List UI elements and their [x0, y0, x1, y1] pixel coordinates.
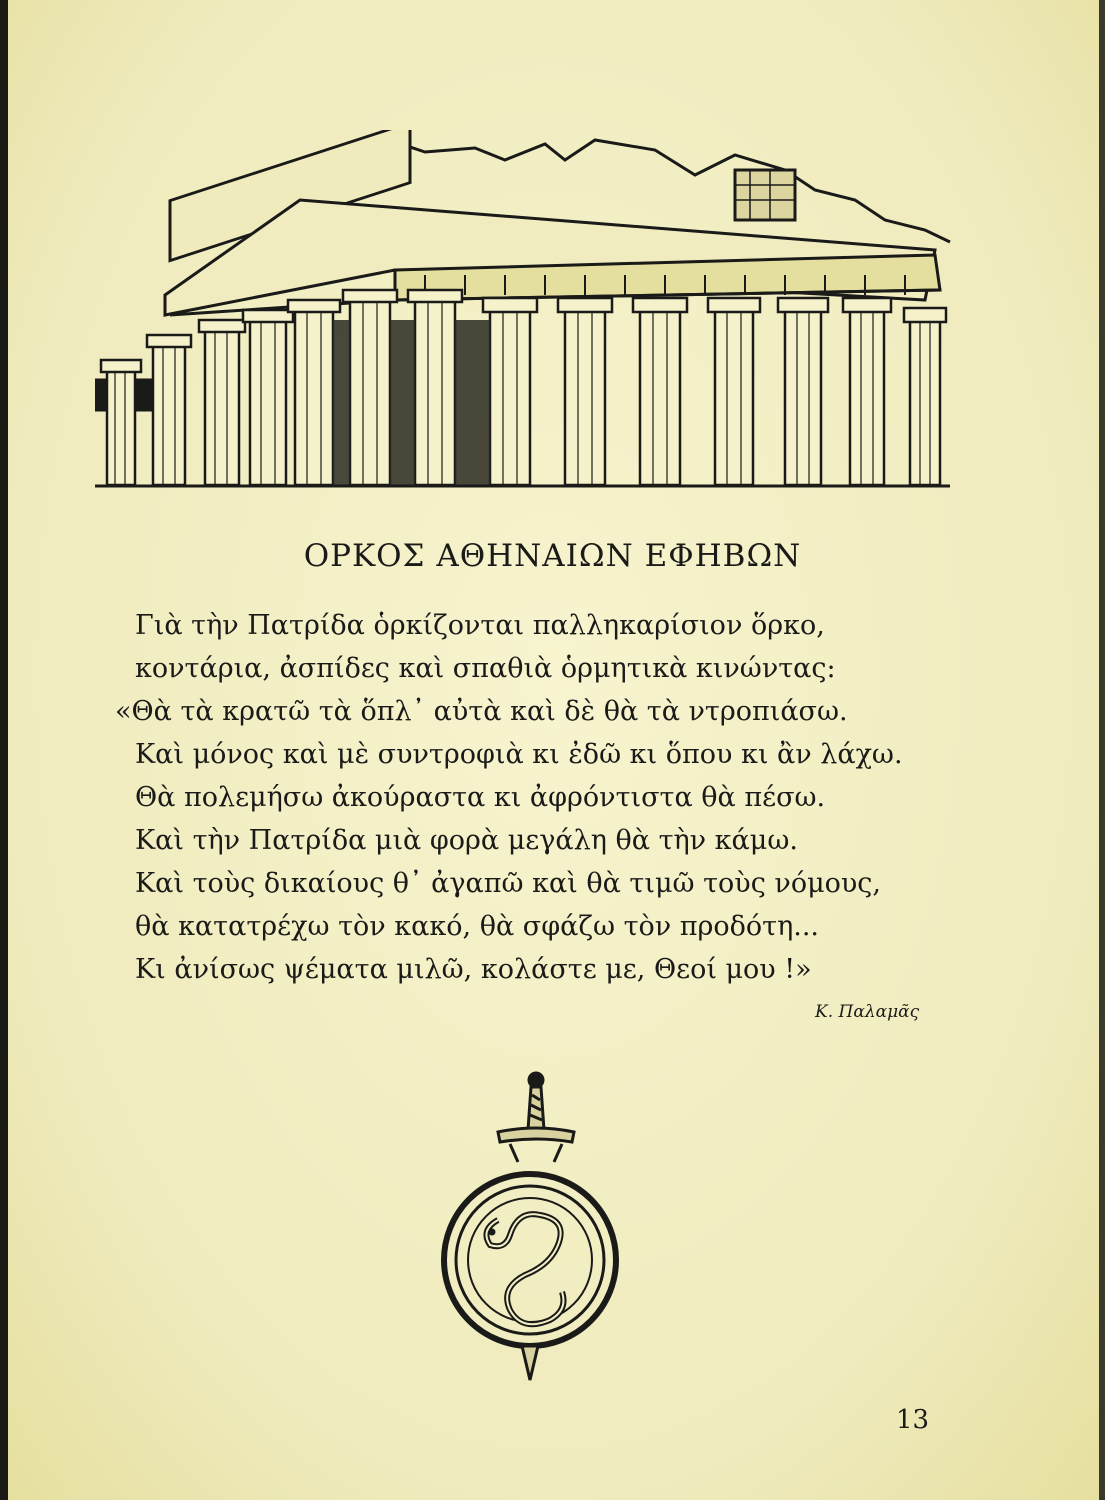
page-edge-right — [1099, 0, 1105, 1500]
poem-line: Καὶ τοὺς δικαίους θ᾿ ἀγαπῶ καὶ θὰ τιμῶ τοὺς νόμους, — [135, 868, 881, 899]
poem-title: ΟΡΚΟΣ ΑΘΗΝΑΙΩΝ ΕΦΗΒΩΝ — [303, 538, 802, 574]
page-edge-left — [0, 0, 8, 1500]
page-number: 13 — [896, 1405, 930, 1435]
poem-line: «Θὰ τὰ κρατῶ τὰ ὅπλ᾿ αὐτὰ καὶ δὲ θὰ τὰ ντροπιάσω. — [115, 696, 848, 727]
poem-author: Κ. Παλαμᾶς — [815, 1002, 920, 1022]
poem-line: Θὰ πολεμήσω ἀκούραστα κι ἀφρόντιστα θὰ πέσω. — [135, 782, 826, 813]
sword-serpent-emblem — [440, 1070, 620, 1390]
poem-line: θὰ κατατρέχω τὸν κακό, θὰ σφάζω τὸν προδότη... — [135, 911, 820, 942]
parthenon-illustration — [95, 130, 965, 500]
poem-line: Γιὰ τὴν Πατρίδα ὁρκίζονται παλληκαρίσιον ὅρκο, — [135, 610, 825, 641]
poem-line: Καὶ τὴν Πατρίδα μιὰ φορὰ μεγάλη θὰ τὴν κάμω. — [135, 825, 798, 856]
poem-line: Καὶ μόνος καὶ μὲ συντροφιὰ κι ἐδῶ κι ὅπου κι ἂν λάχω. — [135, 739, 903, 770]
poem-line: Κι ἀνίσως ψέματα μιλῶ, κολάστε με, Θεοί μου !» — [135, 954, 812, 985]
poem-line: κοντάρια, ἀσπίδες καὶ σπαθιὰ ὁρμητικὰ κινώντας: — [135, 653, 836, 684]
